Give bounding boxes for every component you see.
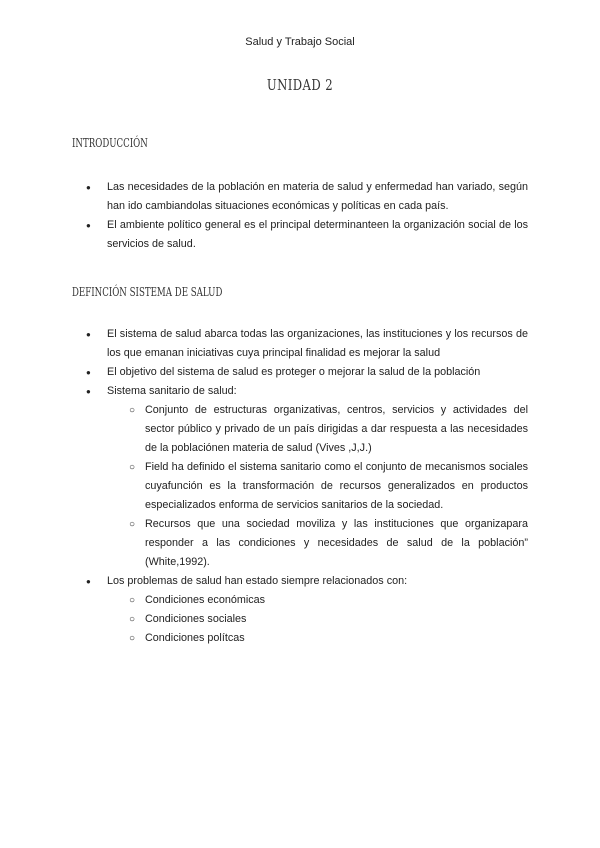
sub-list-item: ○ Condiciones polítcas <box>107 629 528 648</box>
page-title: UNIDAD 2 <box>266 76 334 94</box>
definicion-bullet-list <box>72 325 528 648</box>
sub-list-item: ○ Recursos que una sociedad moviliza y las instituciones que organizapara responder a las condiciones y necesidades de salud de la población” (White,1992). <box>107 515 528 572</box>
list-item-label: Sistema sanitario de salud: <box>107 385 237 397</box>
sub-list-item: ○ Condiciones sociales <box>107 610 528 629</box>
sistema-sub-list <box>107 401 528 572</box>
section-heading-definicion: DEFINCIÓN SISTEMA DE SALUD <box>72 285 223 299</box>
sub-list-item: ○ Condiciones económicas <box>107 591 528 610</box>
list-item-label: Los problemas de salud han estado siempre relacionados con: <box>107 575 408 587</box>
list-item: ● El objetivo del sistema de salud es proteger o mejorar la salud de la población <box>72 363 528 382</box>
page-header: Salud y Trabajo Social <box>245 36 355 48</box>
list-item: ● El ambiente político general es el principal determinanteen la organización social de los servicios de salud. <box>72 216 528 254</box>
problemas-sub-list <box>107 591 528 648</box>
sub-list-item: ○ Conjunto de estructuras organizativas, centros, servicios y actividades del sector público y privado de un país dirigidas a dar respuesta a las necesidades de la poblaciónen materia de salud (Vives ,J,J.) <box>107 401 528 458</box>
list-item-sistema <box>72 382 528 572</box>
sub-list-item: ○ Field ha definido el sistema sanitario como el conjunto de mecanismos sociales cuyafunción es la transformación de recursos generalizados en productos especializados enforma de servicios sanitarios de la sociedad. <box>107 458 528 515</box>
list-item-problemas <box>72 572 528 648</box>
list-item: ● El sistema de salud abarca todas las organizaciones, las instituciones y los recursos de los que emanan iniciativas cuya principal finalidad es mejorar la salud <box>72 325 528 363</box>
section-heading-introduccion: INTRODUCCIÓN <box>72 136 148 150</box>
intro-bullet-list <box>72 178 528 254</box>
list-item: ● Las necesidades de la población en materia de salud y enfermedad han variado, según han ido cambiandolas situaciones económicas y políticas en cada país. <box>72 178 528 216</box>
